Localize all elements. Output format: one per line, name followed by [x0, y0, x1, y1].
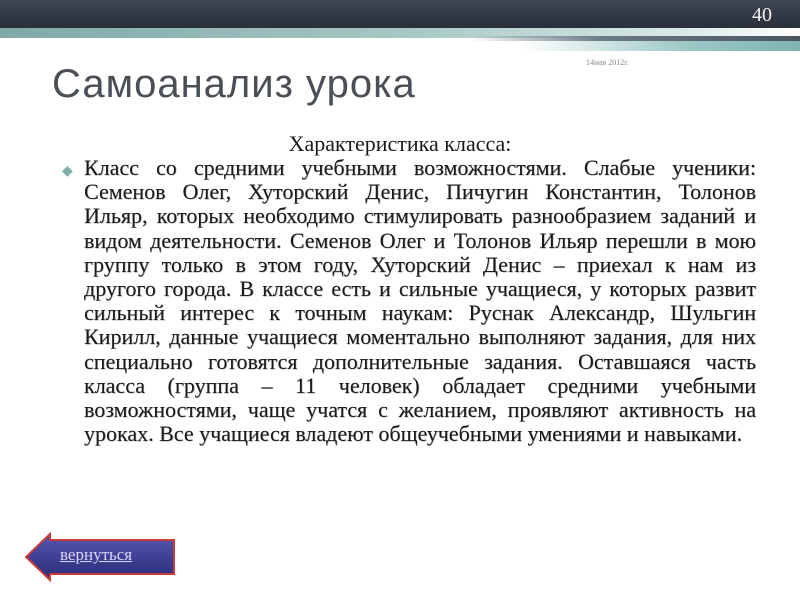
back-button-label[interactable]: вернуться [60, 545, 133, 564]
back-button[interactable] [24, 532, 176, 582]
header-stripe-light [520, 41, 800, 51]
top-bar [0, 0, 800, 28]
page-number: 40 [752, 4, 772, 26]
diamond-bullet-icon: ◆ [62, 164, 73, 179]
slide-date: 14мая 2012г. [586, 58, 629, 67]
section-heading: Характеристика класса: [288, 131, 512, 156]
slide-title: Самоанализ урока [52, 62, 416, 106]
body-paragraph: Класс со средними учебными возможностями. Слабые ученики: Семенов Олег, Хуторский Денис, Пичугин Константин, Толонов Ильяр, которых необходимо стимулировать разнообразием заданий и видом деятельности. Семенов Олег и Толонов Ильяр перешли в мою группу только в этом году, Хуторский Денис – приехал к нам из другого города. В классе есть и сильные учащиеся, у которых развит сильный интерес к точным наукам: Руснак Александр, Шульгин Кирилл, данные учащиеся моментально выполняют задания, для них специально готовятся дополнительные задания. Оставшаяся часть класса (группа – 11 человек) обладает средними учебными возможностями, чаще учатся с желанием, проявляют активность на уроках. Все учащиеся владеют общеучебными умениями и навыками. [84, 155, 756, 447]
